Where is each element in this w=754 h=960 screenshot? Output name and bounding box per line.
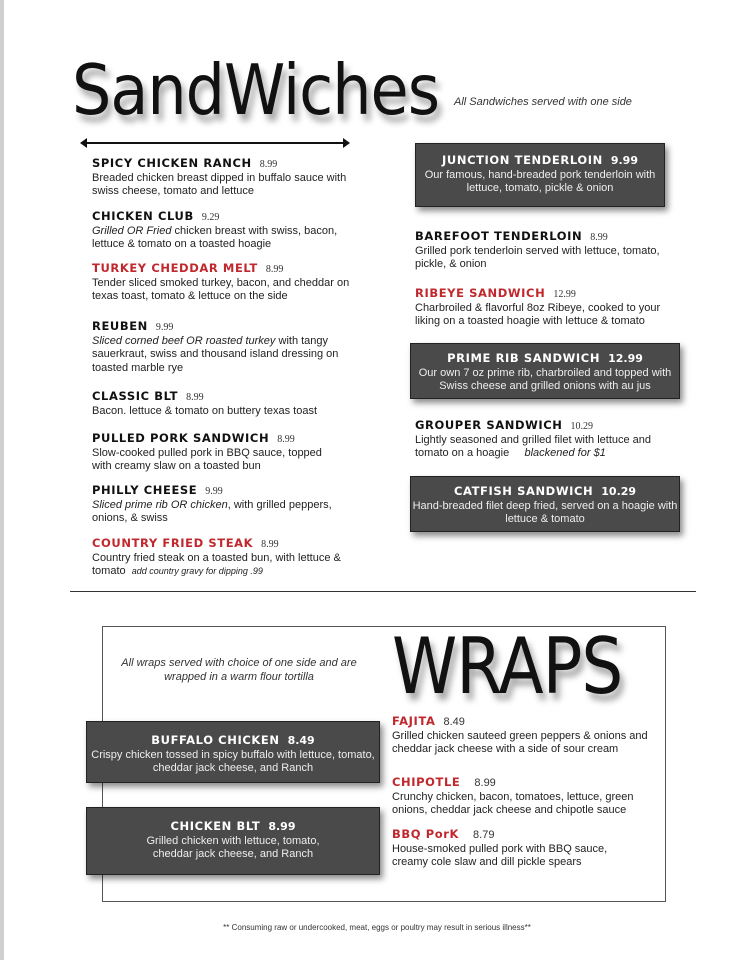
page-edge-shadow xyxy=(0,0,4,960)
item-name: CHICKEN CLUB xyxy=(92,209,194,223)
item-description: Hand-breaded filet deep fried, served on a hoagie with lettuce & tomato xyxy=(412,499,678,525)
item-price: 9.99 xyxy=(205,486,223,497)
item-price: 10.29 xyxy=(601,485,637,498)
menu-item xyxy=(392,715,654,757)
item-description: Charbroiled & flavorful 8oz Ribeye, cooked to your liking on a toasted hoagie with lettuce & tomato xyxy=(415,301,661,327)
item-name: CATFISH SANDWICH xyxy=(453,484,594,498)
wraps-note: All wraps served with choice of one side and are wrapped in a warm flour tortilla xyxy=(121,657,357,683)
featured-item-box xyxy=(86,721,380,783)
item-price: 9.99 xyxy=(155,322,174,333)
item-description-italic: Sliced corned beef OR roasted turkey xyxy=(92,334,276,347)
item-description: Grilled pork tenderloin served with lettuce, tomato, pickle, & onion xyxy=(415,244,660,270)
menu-item xyxy=(392,828,632,870)
item-description-text: Country fried steak on a toasted bun, with lettuce & tomato xyxy=(92,551,341,577)
item-description-text: Lightly seasoned and grilled filet with lettuce and tomato on a hoagie xyxy=(415,433,652,459)
item-description: Breaded chicken breast dipped in buffalo sauce with swiss cheese, tomato and lettuce xyxy=(92,171,347,197)
item-name: CLASSIC BLT xyxy=(92,389,179,403)
item-description-text: chicken breast with swiss, bacon, lettuce & tomato on a toasted hoagie xyxy=(92,224,338,250)
item-note: blackened for $1 xyxy=(524,447,606,459)
item-name: SPICY CHICKEN RANCH xyxy=(92,156,252,170)
sandwiches-subtitle: All Sandwiches served with one side xyxy=(454,96,632,108)
featured-item-box xyxy=(86,807,380,875)
item-price: 12.99 xyxy=(553,289,576,300)
item-description: Bacon. lettuce & tomato on buttery texas toast xyxy=(92,404,318,417)
item-price: 8.99 xyxy=(268,820,296,833)
item-price: 12.99 xyxy=(608,352,643,365)
featured-item-box xyxy=(410,476,680,532)
item-description: Tender sliced smoked turkey, bacon, and cheddar on texas toast, tomato & lettuce on the side xyxy=(92,276,350,302)
item-description-text: with tangy sauerkraut, swiss and thousand island dressing on toasted marble rye xyxy=(92,334,339,374)
menu-item xyxy=(92,432,342,474)
item-description: Slow-cooked pulled pork in BBQ sauce, topped with creamy slaw on a toasted bun xyxy=(92,446,322,472)
item-name: PHILLY CHEESE xyxy=(92,483,198,497)
menu-item xyxy=(415,287,685,329)
item-name: TURKEY CHEDDAR MELT xyxy=(92,261,258,275)
item-name: JUNCTION TENDERLOIN xyxy=(442,153,603,167)
menu-item xyxy=(92,210,362,252)
item-price: 8.49 xyxy=(443,716,465,728)
wraps-title: WRAPS xyxy=(392,620,623,712)
item-description xyxy=(87,835,379,862)
item-price: 8.99 xyxy=(590,232,608,243)
menu-item xyxy=(92,484,352,526)
item-price: 8.99 xyxy=(277,434,295,445)
item-name: RIBEYE SANDWICH xyxy=(415,286,546,300)
item-price: 10.29 xyxy=(570,421,594,432)
item-note: add country gravy for dipping .99 xyxy=(131,566,263,576)
item-name: FAJITA xyxy=(392,714,436,728)
featured-item-box xyxy=(410,343,680,399)
item-description xyxy=(92,552,362,579)
item-description-text: , with grilled peppers, onions, & swiss xyxy=(92,498,332,524)
menu-item xyxy=(92,537,362,579)
item-description: Our famous, hand-breaded pork tenderloin with lettuce, tomato, pickle & onion xyxy=(424,168,656,194)
item-name: REUBEN xyxy=(92,319,148,333)
sandwiches-title: SandWiches xyxy=(72,49,439,132)
item-description xyxy=(92,499,352,526)
item-description xyxy=(92,225,362,252)
item-description xyxy=(415,434,685,461)
item-price: 8.99 xyxy=(265,264,284,275)
item-price: 8.99 xyxy=(259,159,278,170)
item-price: 8.49 xyxy=(287,734,315,747)
item-name: BBQ PorK xyxy=(392,827,460,841)
item-name: PRIME RIB SANDWICH xyxy=(447,351,601,365)
menu-item xyxy=(415,419,685,461)
item-description-text: Grilled chicken with lettuce, tomato, cheddar jack cheese, and Ranch xyxy=(146,834,320,860)
menu-item xyxy=(92,390,362,418)
section-divider xyxy=(70,591,696,592)
item-name: GROUPER SANDWICH xyxy=(415,418,563,432)
double-arrow-divider xyxy=(86,142,344,144)
item-name: CHIPOTLE xyxy=(392,775,461,789)
item-description: Grilled chicken sauteed green peppers & onions and cheddar jack cheese with a side of sour cream xyxy=(392,729,648,755)
item-name: CHICKEN BLT xyxy=(170,819,261,833)
item-description-italic: Grilled OR Fried xyxy=(92,224,172,237)
item-price: 9.29 xyxy=(201,212,220,223)
item-price: 8.99 xyxy=(186,392,204,403)
item-name: PULLED PORK SANDWICH xyxy=(92,431,270,445)
item-description: House-smoked pulled pork with BBQ sauce, creamy cole slaw and dill pickle spears xyxy=(392,842,608,868)
item-name: BAREFOOT TENDERLOIN xyxy=(415,229,583,243)
menu-item xyxy=(92,157,362,199)
item-name: COUNTRY FRIED STEAK xyxy=(92,536,254,550)
item-description: Crispy chicken tossed in spicy buffalo with lettuce, tomato, cheddar jack cheese, and Ranch xyxy=(91,748,375,774)
health-warning: ** Consuming raw or undercooked, meat, eggs or poultry may result in serious illness** xyxy=(223,923,531,932)
featured-item-box xyxy=(415,143,665,207)
item-price: 8.79 xyxy=(473,829,495,841)
item-price: 9.99 xyxy=(610,154,638,167)
item-description: Crunchy chicken, bacon, tomatoes, lettuce, green onions, cheddar jack cheese and chipotle sauce xyxy=(392,790,634,816)
item-name: BUFFALO CHICKEN xyxy=(151,733,280,747)
item-price: 8.99 xyxy=(474,777,496,789)
item-price: 8.99 xyxy=(261,539,279,550)
item-description xyxy=(92,335,362,376)
menu-item xyxy=(415,230,685,272)
menu-item xyxy=(392,776,654,818)
menu-item xyxy=(92,262,362,304)
item-description: Our own 7 oz prime rib, charbroiled and topped with Swiss cheese and grilled onions with au jus xyxy=(418,366,672,392)
menu-item xyxy=(92,320,362,375)
item-description-italic: Sliced prime rib OR chicken xyxy=(92,498,228,511)
